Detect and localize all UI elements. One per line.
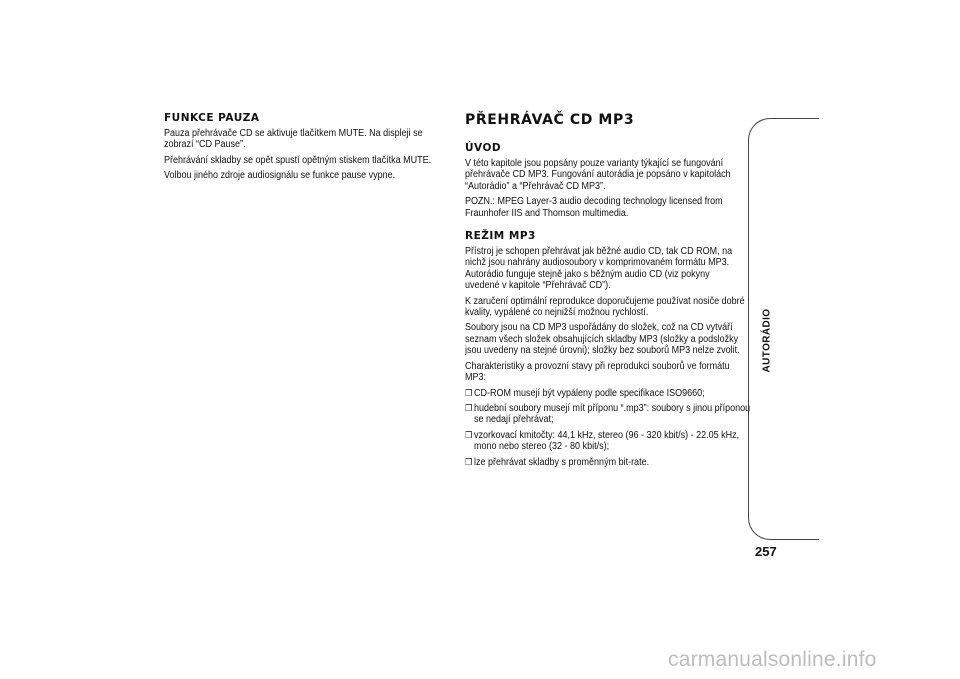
paragraph: POZN.: MPEG Layer-3 audio decoding technology licensed from Fraunhofer IIS and Thomson multimedia. (465, 196, 723, 219)
checkbox-bullet-icon: ❒ (465, 456, 473, 467)
section-heading-pause: FUNKCE PAUZA (164, 112, 260, 124)
paragraph: V této kapitole jsou popsány pouze varianty týkající se fungování přehrávače CD MP3. Fungování autorádia je popsáno v kapitolách “Autorádio” a “Přehrávač CD MP3”. (465, 158, 731, 192)
checkbox-bullet-icon: ❒ (465, 387, 473, 398)
page-number: 257 (755, 544, 777, 559)
chapter-tab-text: AUTORÁDIO (761, 308, 773, 372)
list-item-text: vzorkovací kmitočty: 44,1 kHz, stereo (96 - 320 kbit/s) - 22.05 kHz, mono nebo stereo (32 - 80 kbit/s); (474, 429, 740, 453)
right-column (465, 112, 751, 472)
paragraph: Přístroj je schopen přehrávat jak běžné audio CD, tak CD ROM, na nichž jsou nahrány audiosoubory v komprimovaném formátu MP3. Autorádio funguje stejně jako s běžným audio CD (viz pokyny uvedené v kapitole “Přehrávač CD”). (465, 246, 733, 292)
list-item (465, 403, 754, 426)
paragraph: Charakteristiky a provozní stavy při reprodukci souborů ve formátu MP3: (465, 360, 730, 384)
watermark: carmanualsonline.info (668, 648, 877, 671)
list-item-text: hudební soubory musejí mít příponu “.mp3”: soubory s jinou příponou se nedají přehrávat; (474, 402, 751, 426)
section-heading-uvod: ÚVOD (465, 142, 502, 154)
left-column (164, 112, 454, 186)
list-item-text: lze přehrávat skladby s proměnným bit-rate. (474, 456, 650, 468)
chapter-title: PŘEHRÁVAČ CD MP3 (465, 112, 635, 128)
paragraph: Soubory jsou na CD MP3 uspořádány do složek, což na CD vytváří seznam všech složek obsahujících skladby MP3 (složky a podsložky jsou uvedeny na stejné úrovni); složky bez souborů MP3 nelze zvolit. (465, 322, 740, 357)
list-item-text: CD-ROM musejí být vypáleny podle specifikace ISO9660; (474, 387, 705, 399)
checkbox-bullet-icon: ❒ (465, 429, 473, 440)
paragraph: K zaručení optimální reprodukce doporučujeme používat nosiče dobré kvality, vypálené co nejnižší možnou rychlostí. (465, 295, 745, 319)
chapter-tab-label (757, 300, 777, 380)
list-item (465, 457, 754, 468)
list-item (465, 388, 754, 399)
paragraph: Volbou jiného zdroje audiosignálu se funkce pause vypne. (164, 170, 396, 182)
checkbox-bullet-icon: ❒ (465, 402, 473, 413)
list-item (465, 430, 754, 453)
paragraph: Přehrávání skladby se opět spustí opětným stiskem tlačítka MUTE. (164, 154, 432, 166)
section-heading-rezim: REŽIM MP3 (465, 230, 536, 243)
paragraph: Pauza přehrávače CD se aktivuje tlačítkem MUTE. Na displeji se zobrazí “CD Pause”. (164, 128, 423, 151)
